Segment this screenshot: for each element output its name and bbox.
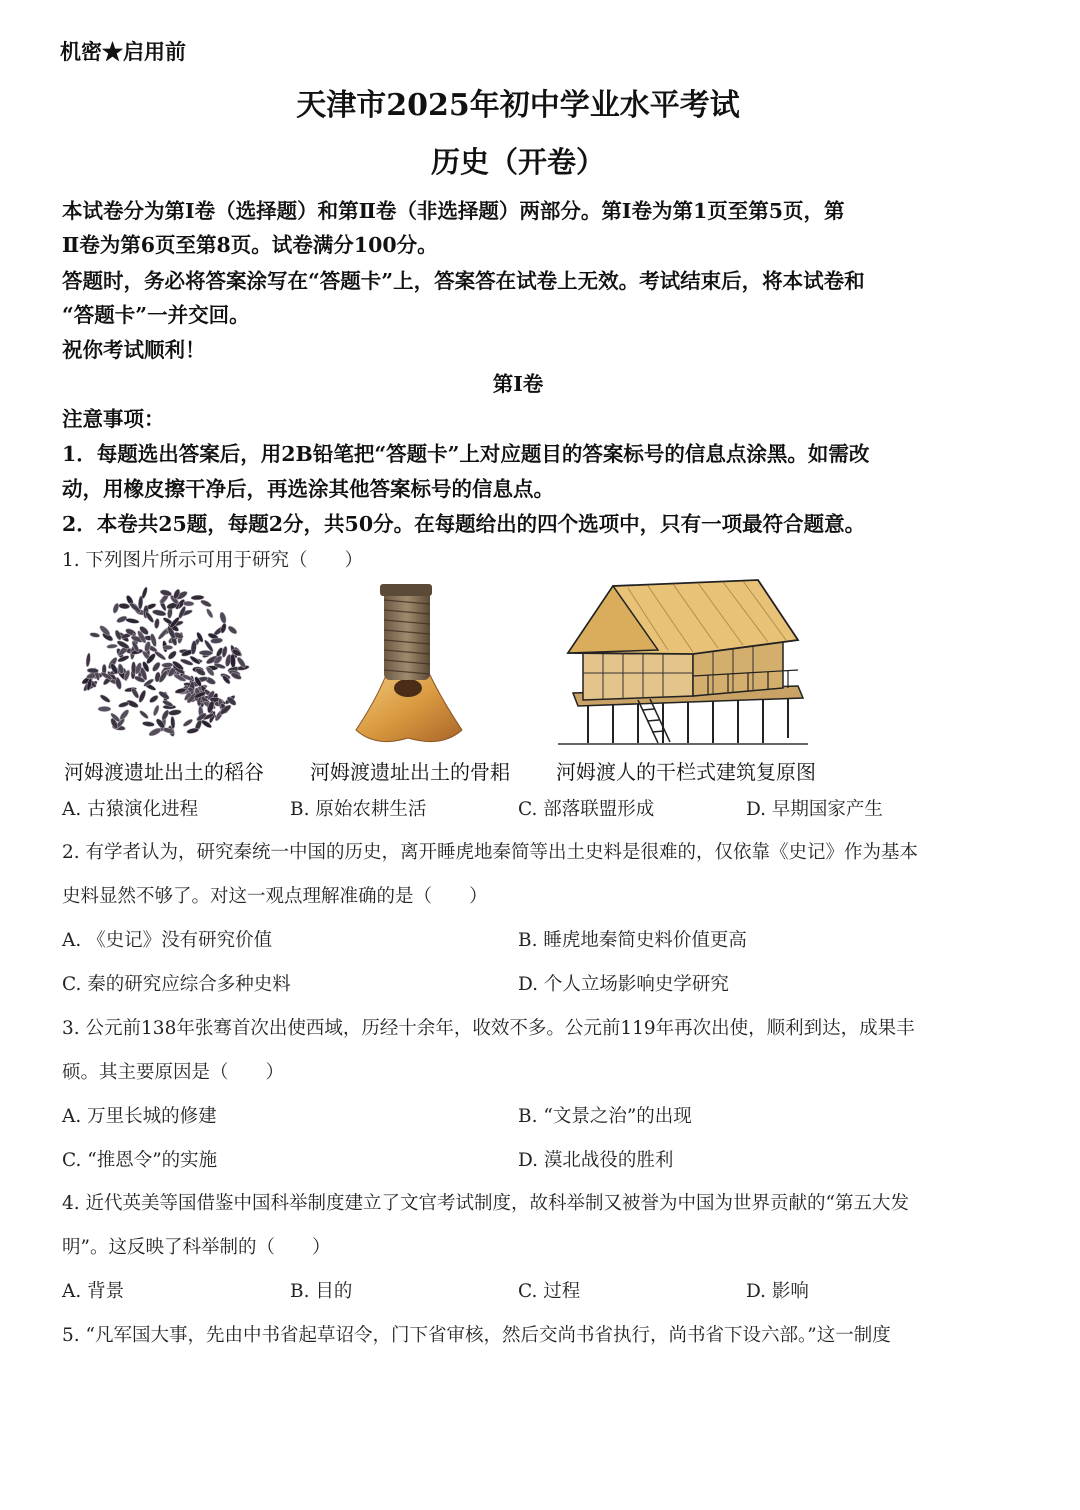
- q2-option-a[interactable]: A. 《史记》没有研究价值: [62, 930, 273, 951]
- question-2-stem-line-1: 2. 有学者认为，研究秦统一中国的历史，离开睡虎地秦简等出土史料是很难的，仅依靠《史记》作为基本: [62, 842, 919, 863]
- q4-option-d[interactable]: D. 影响: [746, 1281, 809, 1302]
- rice-grain: [148, 694, 159, 704]
- rice-grain: [141, 586, 149, 599]
- q2-option-d[interactable]: D. 个人立场影响史学研究: [518, 974, 729, 995]
- rice-grain: [183, 601, 194, 606]
- rice-grain: [151, 661, 162, 673]
- note-item-2: 2．本卷共25题，每题2分，共50分。在每题给出的四个选项中，只有一项最符合题意。: [62, 512, 866, 536]
- rice-grain: [152, 705, 160, 717]
- confidential-label: 机密★启用前: [60, 39, 186, 64]
- question-4-stem-line-2: 明”。这反映了科举制的（ ）: [62, 1237, 331, 1258]
- question-3-stem-line-2: 硕。其主要原因是（ ）: [62, 1062, 285, 1083]
- rice-grain: [99, 694, 111, 704]
- rice-grain: [107, 644, 118, 649]
- rice-grain: [186, 727, 199, 734]
- rice-grain: [168, 709, 181, 716]
- rice-grain: [191, 595, 204, 600]
- rice-grain: [157, 628, 169, 640]
- q4-option-b[interactable]: B. 目的: [290, 1281, 353, 1302]
- question-4-stem-line-1: 4. 近代英美等国借鉴中国科举制度建立了文官考试制度，故科举制又被誉为中国为世界贡献的“第五大发: [62, 1193, 909, 1214]
- note-item-1-line-2: 动，用橡皮擦干净后，再选涂其他答案标号的信息点。: [62, 477, 554, 501]
- q3-option-c[interactable]: C. “推恩令”的实施: [62, 1150, 218, 1171]
- rice-grain: [227, 625, 238, 636]
- q2-option-c[interactable]: C. 秦的研究应综合多种史料: [62, 974, 291, 995]
- intro-line-2: Ⅱ卷为第6页至第8页。试卷满分100分。: [62, 233, 438, 257]
- q3-option-d[interactable]: D. 漠北战役的胜利: [518, 1150, 674, 1171]
- q4-option-a[interactable]: A. 背景: [62, 1281, 125, 1302]
- caption-rice-grains: 河姆渡遗址出土的稻谷: [64, 760, 264, 784]
- rice-grain: [163, 645, 173, 649]
- rice-grain: [85, 653, 91, 667]
- rice-grain: [125, 618, 139, 625]
- rice-grain: [162, 662, 173, 667]
- rice-grain: [167, 650, 178, 661]
- rice-grain: [118, 603, 130, 610]
- caption-stilt-house: 河姆渡人的干栏式建筑复原图: [556, 760, 816, 784]
- q3-option-a[interactable]: A. 万里长城的修建: [62, 1106, 217, 1127]
- rice-grain: [98, 706, 111, 711]
- rice-grain: [160, 589, 173, 597]
- rice-grain: [142, 721, 155, 727]
- q1-option-c[interactable]: C. 部落联盟形成: [518, 799, 655, 820]
- intro-line-3: 答题时，务必将答案涂写在“答题卡”上，答案答在试卷上无效。考试结束后，将本试卷和: [62, 269, 865, 293]
- rice-grain: [89, 632, 100, 638]
- rice-grain: [118, 701, 130, 708]
- caption-bone-spade: 河姆渡遗址出土的骨耜: [310, 760, 510, 784]
- intro-line-1: 本试卷分为第Ⅰ卷（选择题）和第Ⅱ卷（非选择题）两部分。第Ⅰ卷为第1页至第5页，第: [62, 199, 845, 223]
- rice-grain: [190, 640, 197, 654]
- exam-subtitle: 历史（开卷）: [430, 145, 605, 179]
- q1-option-b[interactable]: B. 原始农耕生活: [290, 799, 427, 820]
- question-3-stem-line-1: 3. 公元前138年张骞首次出使西域，历经十余年，收效不多。公元前119年再次出使，顺利到达，成果丰: [62, 1018, 915, 1039]
- exam-title: 天津市2025年初中学业水平考试: [296, 88, 740, 123]
- question-1-stem: 1. 下列图片所示可用于研究（ ）: [62, 550, 364, 571]
- q1-option-d[interactable]: D. 早期国家产生: [746, 799, 883, 820]
- rice-grain: [139, 709, 150, 719]
- rice-grain: [205, 608, 214, 619]
- rice-grain: [200, 599, 213, 608]
- question-2-stem-line-2: 史料显然不够了。对这一观点理解准确的是（ ）: [62, 886, 488, 907]
- volume-title: 第Ⅰ卷: [492, 372, 544, 396]
- rice-grain: [154, 618, 160, 629]
- bone-spade-image: [346, 580, 470, 750]
- q2-option-b[interactable]: B. 睡虎地秦简史料价值更高: [518, 930, 747, 951]
- q3-option-b[interactable]: B. “文景之治”的出现: [518, 1106, 692, 1127]
- rice-grains-image: [66, 582, 266, 752]
- note-item-1-line-1: 1．每题选出答案后，用2B铅笔把“答题卡”上对应题目的答案标号的信息点涂黑。如需改: [62, 442, 870, 466]
- rice-grain: [112, 602, 120, 613]
- rice-grain: [219, 611, 228, 624]
- rice-grain: [182, 718, 193, 728]
- stilt-house-image: [558, 578, 808, 748]
- question-5-stem-line-1: 5. “凡军国大事，先由中书省起草诏令，门下省审核，然后交尚书省执行，尚书省下设六部。”这一制度: [62, 1325, 891, 1346]
- q4-option-c[interactable]: C. 过程: [518, 1281, 581, 1302]
- q1-option-a[interactable]: A. 古猿演化进程: [62, 799, 199, 820]
- intro-line-5: 祝你考试顺利！: [62, 338, 206, 362]
- rice-grain: [220, 623, 228, 634]
- intro-line-4: “答题卡”一并交回。: [62, 303, 250, 327]
- rice-grain: [131, 662, 135, 675]
- rice-grain: [87, 668, 99, 673]
- notes-heading: 注意事项：: [62, 407, 165, 431]
- rice-grain: [160, 709, 170, 721]
